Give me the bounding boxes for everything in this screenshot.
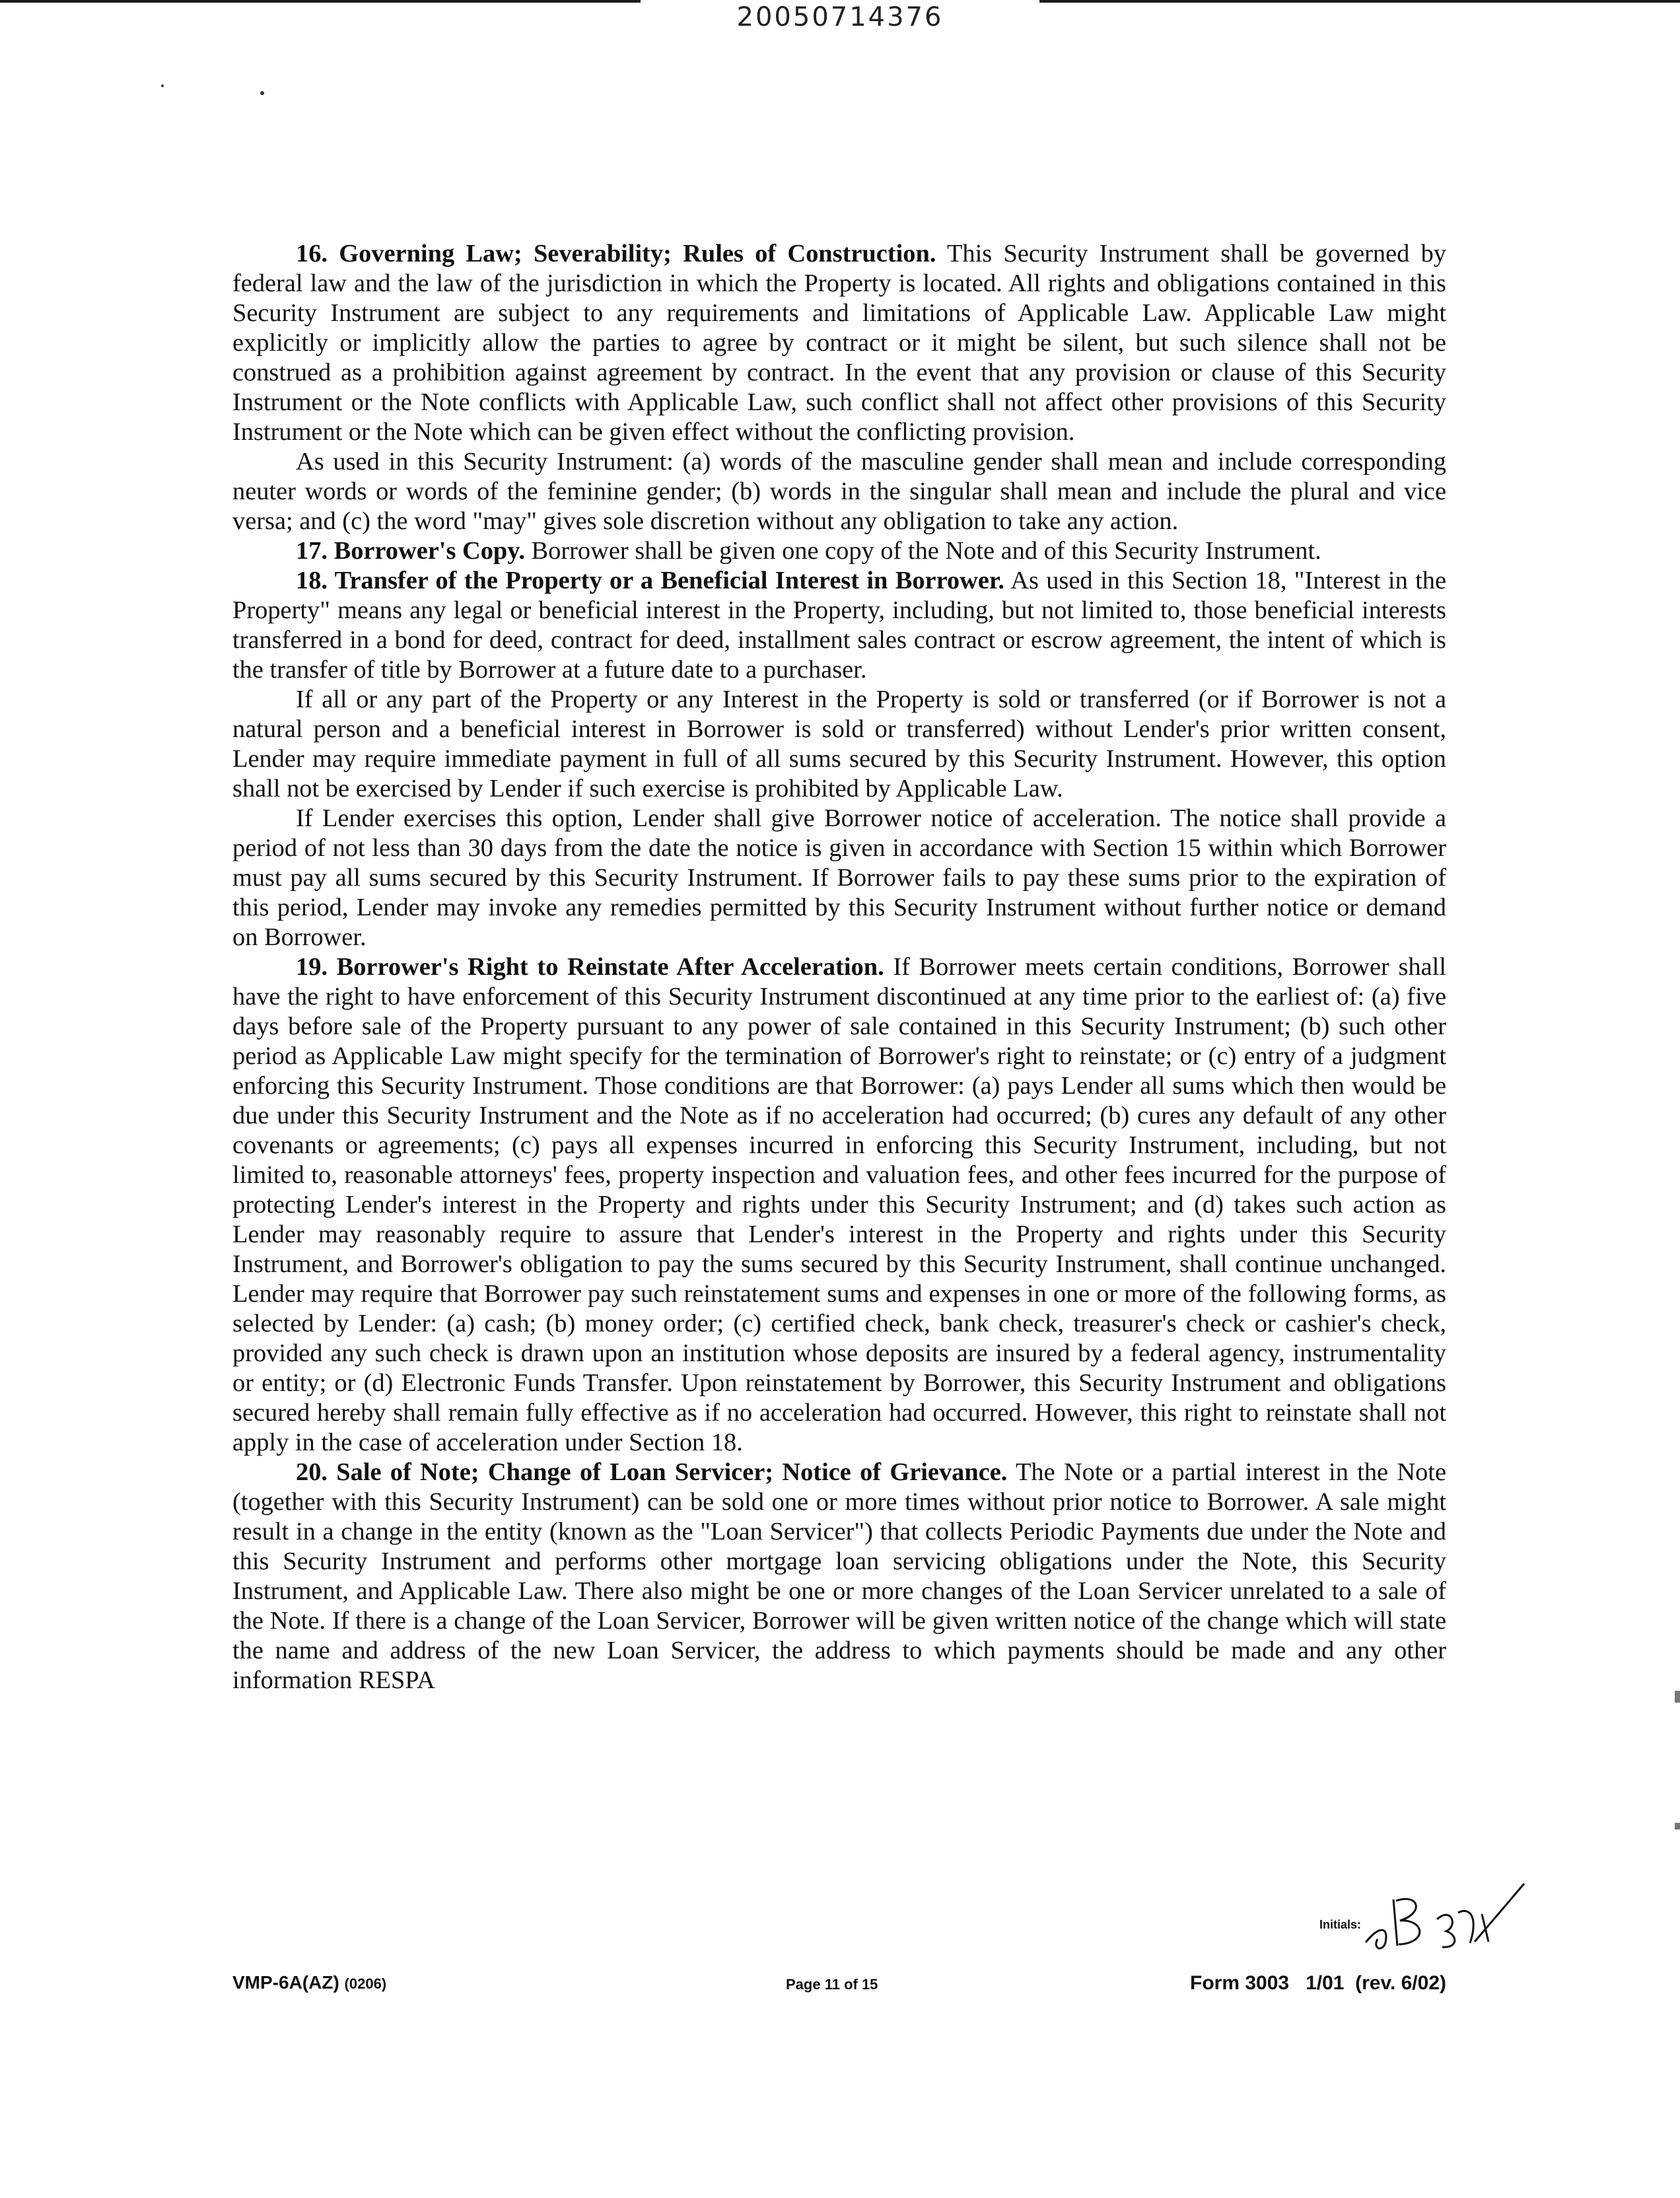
section-18-transfer-paragraph bbox=[232, 685, 1446, 804]
section-16-paragraph bbox=[232, 239, 1446, 447]
section-16-heading: 16. Governing Law; Severability; Rules of Construction. bbox=[296, 240, 936, 267]
scan-speck bbox=[161, 85, 164, 87]
section-19-text: If Borrower meets certain conditions, Borrower shall have the right to have enforcement of this Security Instrument discontinued at any time prior to the earliest of: (a) five days before sale of the Property pursuant to any power of sale contained in this Security Instrument; (b) such other period as Applicable Law might specify for the termination of Borrower's right to reinstate; or (c) entry of a judgment enforcing this Security Instrument. Those conditions are that Borrower: (a) pays Lender all sums which then would be due under this Security Instrument and the Note as if no acceleration had occurred; (b) cures any default of any other covenants or agreements; (c) pays all expenses incurred in enforcing this Security Instrument, including, but not limited to, reasonable attorneys' fees, property inspection and valuation fees, and other fees incurred for the purpose of protecting Lender's interest in the Property and rights under this Security Instrument; and (d) takes such action as Lender may reasonably require to assure that Lender's interest in the Property and rights under this Security Instrument, and Borrower's obligation to pay the sums secured by this Security Instrument, shall continue unchanged. Lender may require that Borrower pay such reinstatement sums and expenses in one or more of the following forms, as selected by Lender: (a) cash; (b) money order; (c) certified check, bank check, treasurer's check or cashier's check, provided any such check is drawn upon an institution whose deposits are insured by a federal agency, instrumentality or entity; or (d) Electronic Funds Transfer. Upon reinstatement by Borrower, this Security Instrument and obligations secured hereby shall remain fully effective as if no acceleration had occurred. However, this right to reinstate shall not apply in the case of acceleration under Section 18. bbox=[232, 953, 1446, 1456]
section-18-heading: 18. Transfer of the Property or a Beneficial Interest in Borrower. bbox=[296, 567, 1004, 594]
section-20-text: The Note or a partial interest in the Note (together with this Security Instrument) can be sold one or more times without prior notice to Borrower. A sale might result in a change in the entity (known as the "Loan Servicer") that collects Periodic Payments due under the Note and this Security Instrument and performs other mortgage loan servicing obligations under the Note, this Security Instrument, and Applicable Law. There also might be one or more changes of the Loan Servicer unrelated to a sale of the Note. If there is a change of the Loan Servicer, Borrower will be given written notice of the change which will state the name and address of the new Loan Servicer, the address to which payments should be made and any other information RESPA bbox=[232, 1458, 1446, 1694]
section-17-text: Borrower shall be given one copy of the Note and of this Security Instrument. bbox=[531, 537, 1321, 565]
recording-document-number: 20050714376 bbox=[736, 2, 944, 32]
footer-form-number: Form 3003 1/01 (rev. 6/02) bbox=[1190, 1972, 1446, 1994]
document-body bbox=[232, 239, 1446, 1695]
section-19-heading: 19. Borrower's Right to Reinstate After Acceleration. bbox=[296, 953, 884, 981]
footer-form-code: VMP-6A(AZ) bbox=[232, 1972, 339, 1993]
handwritten-initials-signature bbox=[1359, 1880, 1531, 1959]
scan-edge-mark bbox=[1675, 1823, 1680, 1829]
page-footer bbox=[232, 1972, 1446, 2005]
section-16-construction-paragraph bbox=[232, 447, 1446, 536]
section-17-heading: 17. Borrower's Copy. bbox=[296, 537, 525, 565]
section-20-paragraph bbox=[232, 1458, 1446, 1695]
section-18-acceleration-paragraph bbox=[232, 804, 1446, 952]
footer-form-id bbox=[232, 1972, 386, 1993]
section-16-construction-text: As used in this Security Instrument: (a) words of the masculine gender shall mean and include corresponding neuter words or words of the feminine gender; (b) words in the singular shall mean and include the plural and vice versa; and (c) the word "may" gives sole discretion without any obligation to take any action. bbox=[232, 448, 1446, 535]
initials-block bbox=[1319, 1880, 1531, 1972]
initials-label: Initials: bbox=[1319, 1918, 1362, 1931]
section-20-heading: 20. Sale of Note; Change of Loan Servicer; Notice of Grievance. bbox=[296, 1458, 1008, 1486]
section-17-paragraph bbox=[232, 536, 1446, 566]
footer-form-revision: (0206) bbox=[344, 1975, 387, 1992]
footer-page-number: Page 11 of 15 bbox=[786, 1976, 878, 1993]
section-18-paragraph bbox=[232, 566, 1446, 685]
scan-edge-mark bbox=[1675, 1691, 1680, 1703]
section-16-text: This Security Instrument shall be governed by federal law and the law of the jurisdiction in which the Property is located. All rights and obligations contained in this Security Instrument are subject to any requirements and limitations of Applicable Law. Applicable Law might explicitly or implicitly allow the parties to agree by contract or it might be silent, but such silence shall not be construed as a prohibition against agreement by contract. In the event that any provision or clause of this Security Instrument or the Note conflicts with Applicable Law, such conflict shall not affect other provisions of this Security Instrument or the Note which can be given effect without the conflicting provision. bbox=[232, 240, 1446, 446]
section-19-paragraph bbox=[232, 952, 1446, 1458]
scan-speck bbox=[260, 91, 264, 95]
section-18-text: As used in this Section 18, "Interest in the Property" means any legal or beneficial interest in the Property, including, but not limited to, those beneficial interests transferred in a bond for deed, contract for deed, installment sales contract or escrow agreement, the intent of which is the transfer of title by Borrower at a future date to a purchaser. bbox=[232, 567, 1447, 684]
section-18-acceleration-text: If Lender exercises this option, Lender shall give Borrower notice of acceleration. The notice shall provide a period of not less than 30 days from the date the notice is given in accordance with Section 15 within which Borrower must pay all sums secured by this Security Instrument. If Borrower fails to pay these sums prior to the expiration of this period, Lender may invoke any remedies permitted by this Security Instrument without further notice or demand on Borrower. bbox=[232, 804, 1446, 951]
section-18-transfer-text: If all or any part of the Property or any Interest in the Property is sold or transferred (or if Borrower is not a natural person and a beneficial interest in Borrower is sold or transferred) without Lender's prior written consent, Lender may require immediate payment in full of all sums secured by this Security Instrument. However, this option shall not be exercised by Lender if such exercise is prohibited by Applicable Law. bbox=[232, 686, 1446, 802]
